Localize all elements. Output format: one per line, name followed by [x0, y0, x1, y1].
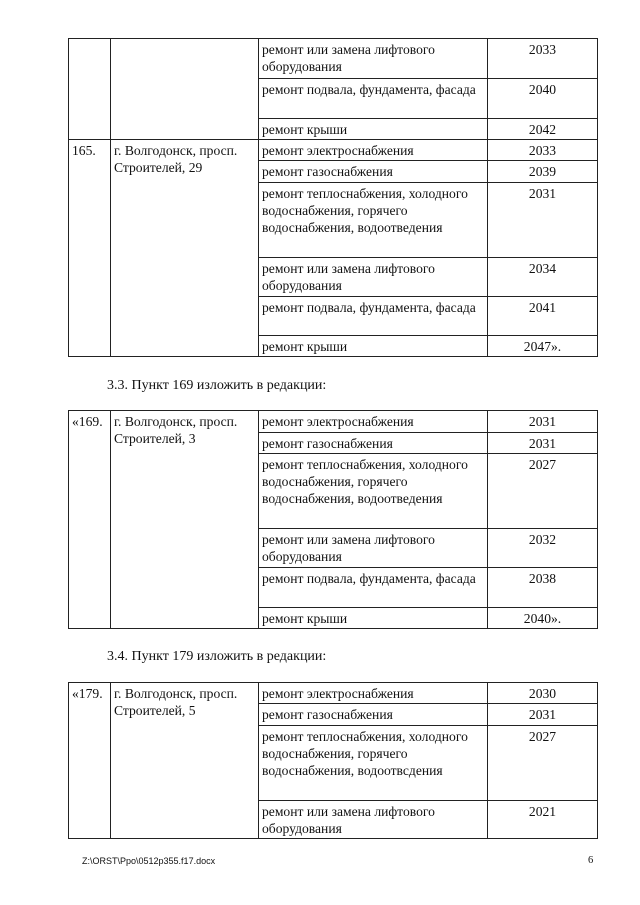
year-cell: 2031	[488, 411, 598, 433]
work-cell: ремонт электроснабжения	[259, 411, 488, 433]
work-cell: ремонт крыши	[259, 336, 488, 357]
year-cell: 2030	[488, 683, 598, 704]
work-cell: ремонт подвала, фундамента, фасада	[259, 79, 488, 119]
year-cell: 2031	[488, 183, 598, 258]
table-continuation	[68, 38, 598, 357]
year-cell: 2038	[488, 568, 598, 608]
footer-file-path: Z:\ORST\Ppo\0512p355.f17.docx	[82, 856, 216, 866]
work-cell: ремонт или замена лифтового оборудования	[259, 258, 488, 297]
year-cell: 2033	[488, 39, 598, 79]
work-cell: ремонт теплоснабжения, холодного водоснабжения, горячего водоснабжения, водоотвсдения	[259, 726, 488, 801]
year-cell: 2047».	[488, 336, 598, 357]
address-cell	[111, 39, 259, 140]
table-row	[69, 411, 598, 433]
row-number	[69, 39, 111, 140]
work-cell: ремонт газоснабжения	[259, 433, 488, 454]
year-cell: 2039	[488, 161, 598, 183]
work-cell: ремонт подвала, фундамента, фасада	[259, 568, 488, 608]
year-cell: 2033	[488, 140, 598, 161]
work-cell: ремонт газоснабжения	[259, 161, 488, 183]
work-cell: ремонт теплоснабжения, холодного водоснабжения, горячего водоснабжения, водоотведения	[259, 183, 488, 258]
year-cell: 2040».	[488, 608, 598, 629]
work-cell: ремонт или замена лифтового оборудования	[259, 801, 488, 839]
work-cell: ремонт электроснабжения	[259, 683, 488, 704]
year-cell: 2034	[488, 258, 598, 297]
year-cell: 2032	[488, 529, 598, 568]
table-row	[69, 140, 598, 161]
year-cell: 2021	[488, 801, 598, 839]
year-cell: 2031	[488, 433, 598, 454]
page-number: 6	[588, 855, 594, 866]
work-cell: ремонт газоснабжения	[259, 704, 488, 726]
work-cell: ремонт крыши	[259, 119, 488, 140]
work-cell: ремонт подвала, фундамента, фасада	[259, 297, 488, 336]
table-item-179	[68, 682, 598, 839]
year-cell: 2027	[488, 454, 598, 529]
paragraph-3-4: 3.4. Пункт 179 изложить в редакции:	[107, 649, 327, 664]
work-cell: ремонт теплоснабжения, холодного водоснабжения, горячего водоснабжения, водоотведения	[259, 454, 488, 529]
year-cell: 2027	[488, 726, 598, 801]
year-cell: 2031	[488, 704, 598, 726]
address-cell: г. Волгодонск, просп. Строителей, 3	[111, 411, 259, 629]
row-number: «179.	[69, 683, 111, 839]
table-row	[69, 683, 598, 704]
year-cell: 2040	[488, 79, 598, 119]
year-cell: 2041	[488, 297, 598, 336]
work-cell: ремонт электроснабжения	[259, 140, 488, 161]
year-cell: 2042	[488, 119, 598, 140]
row-number: 165.	[69, 140, 111, 357]
table-row	[69, 39, 598, 79]
address-cell: г. Волгодонск, просп. Строителей, 29	[111, 140, 259, 357]
work-cell: ремонт или замена лифтового оборудования	[259, 529, 488, 568]
work-cell: ремонт или замена лифтового оборудования	[259, 39, 488, 79]
row-number: «169.	[69, 411, 111, 629]
work-cell: ремонт крыши	[259, 608, 488, 629]
paragraph-3-3: 3.3. Пункт 169 изложить в редакции:	[107, 378, 327, 393]
table-item-169	[68, 410, 598, 629]
address-cell: г. Волгодонск, просп. Строителей, 5	[111, 683, 259, 839]
